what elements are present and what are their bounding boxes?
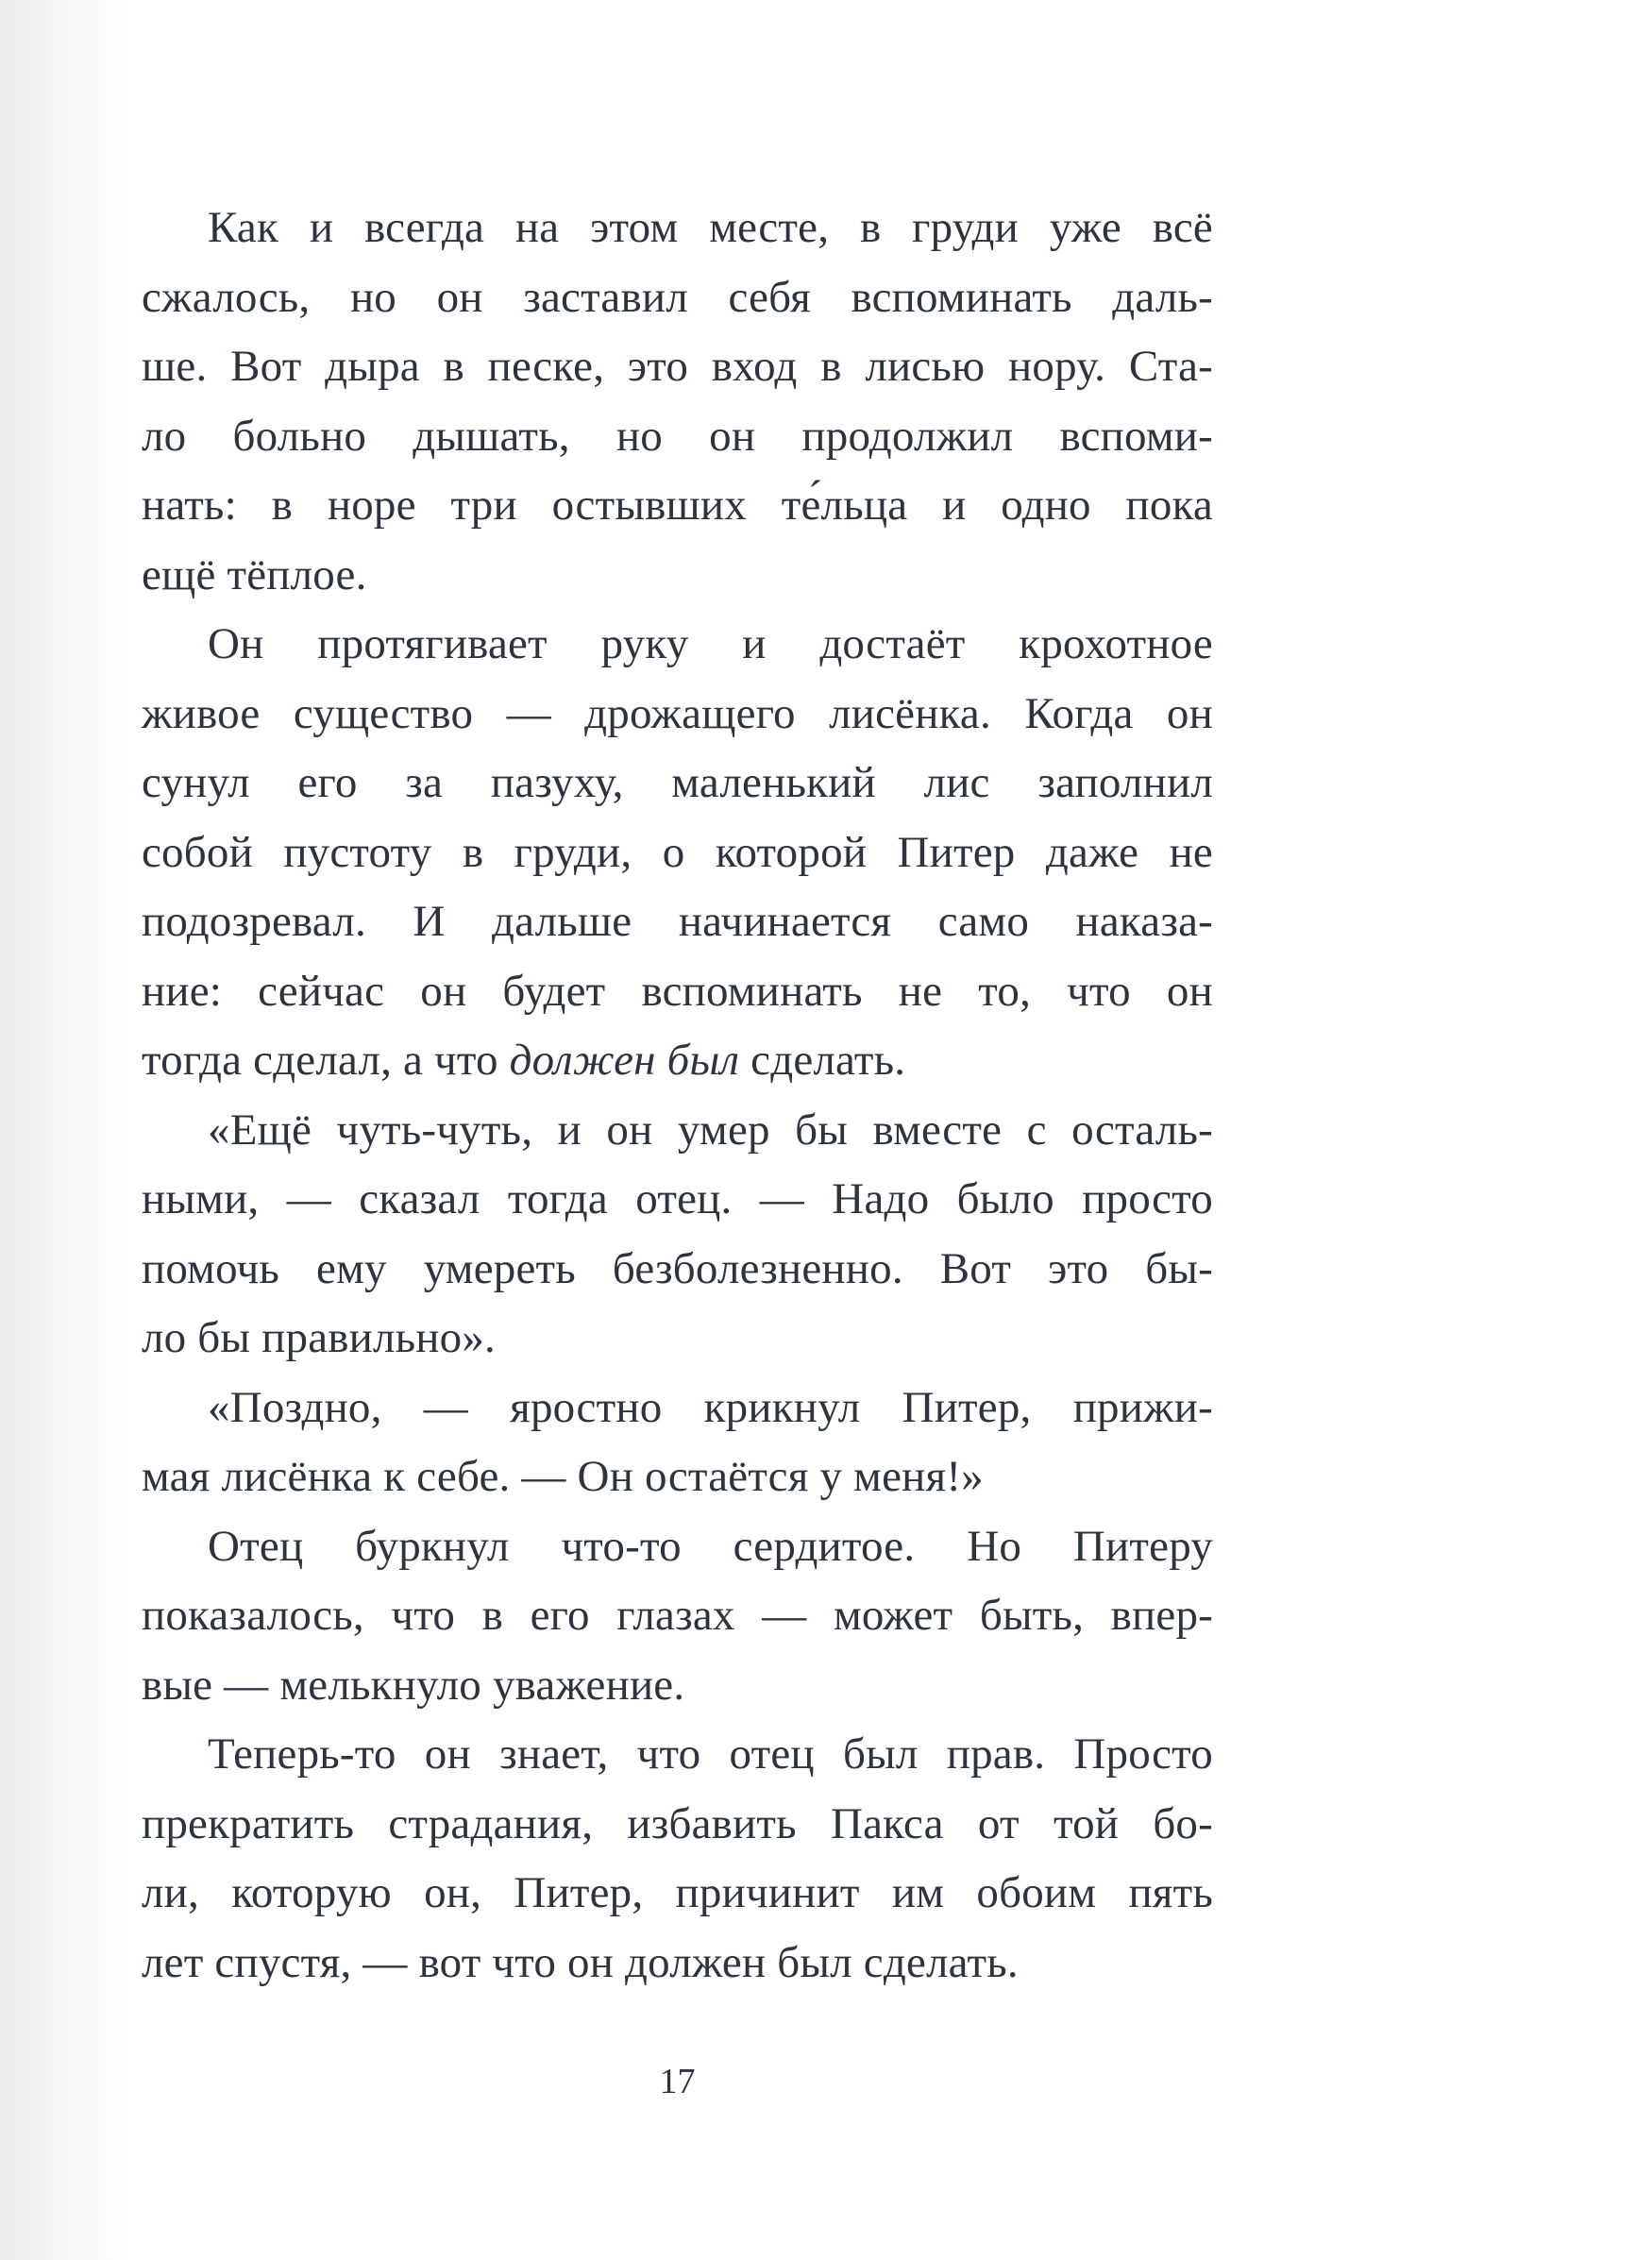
text-line: живое существо — дрожащего лисёнка. Когда он: [142, 688, 1213, 738]
paragraph: [142, 1374, 1213, 1512]
text-line: помочь ему умереть безболезненно. Вот это бы-: [142, 1243, 1213, 1293]
text-line: ние: сейчас он будет вспоминать не то, что он: [142, 966, 1213, 1016]
text-line: ли, которую он, Питер, причинит им обоим пять: [142, 1868, 1213, 1917]
text-line: вые — мелькнуло уважение.: [142, 1660, 685, 1710]
paragraph: [142, 610, 1213, 1096]
text-line: Как и всегда на этом месте, в груди уже всё: [208, 203, 1213, 252]
text-line: Теперь-то он знает, что отец был прав. Просто: [208, 1729, 1213, 1779]
text-line: показалось, что в его глазах — может быть, впер-: [142, 1591, 1213, 1640]
text-line: сунул его за пазуху, маленький лис заполнил: [142, 758, 1213, 807]
text-line: нать: в норе три остывших те́льца и одно пока: [142, 481, 1213, 530]
text-line: собой пустоту в груди, о которой Питер даже не: [142, 827, 1213, 877]
paragraph: [142, 1720, 1213, 1998]
text-line: Отец буркнул что-то сердитое. Но Питеру: [208, 1521, 1213, 1571]
spine-gradient: [0, 0, 132, 2260]
italic-text: должен был: [509, 1036, 740, 1085]
text-line: ещё тёплое.: [142, 549, 367, 599]
text-line: «Поздно, — яростно крикнул Питер, прижи-: [208, 1382, 1213, 1432]
text-line: ше. Вот дыра в песке, это вход в лисью нору. Ста-: [142, 342, 1213, 391]
text-line: подозревал. И дальше начинается само наказа-: [142, 897, 1213, 946]
text-line: Он протягивает руку и достаёт крохотное: [208, 619, 1213, 668]
page-number: 17: [659, 2062, 696, 2101]
page-text: [142, 194, 1213, 1998]
paragraph: [142, 194, 1213, 610]
text-line: ло больно дышать, но он продолжил вспоми-: [142, 411, 1213, 461]
text-line: ными, — сказал тогда отец. — Надо было просто: [142, 1174, 1213, 1223]
paragraph: [142, 1512, 1213, 1721]
text-line: мая лисёнка к себе. — Он остаётся у меня!»: [142, 1452, 984, 1501]
text-line: ло бы правильно».: [142, 1313, 496, 1362]
text-line: лет спустя, — вот что он должен был сделать.: [142, 1937, 1019, 1987]
paragraph: [142, 1096, 1213, 1374]
text-line: сжалось, но он заставил себя вспоминать даль-: [142, 272, 1213, 322]
text-line: «Ещё чуть-чуть, и он умер бы вместе с осталь-: [208, 1105, 1213, 1155]
text-line: тогда сделал, а что должен был сделать.: [142, 1036, 906, 1085]
text-line: прекратить страдания, избавить Пакса от той бо-: [142, 1798, 1213, 1848]
